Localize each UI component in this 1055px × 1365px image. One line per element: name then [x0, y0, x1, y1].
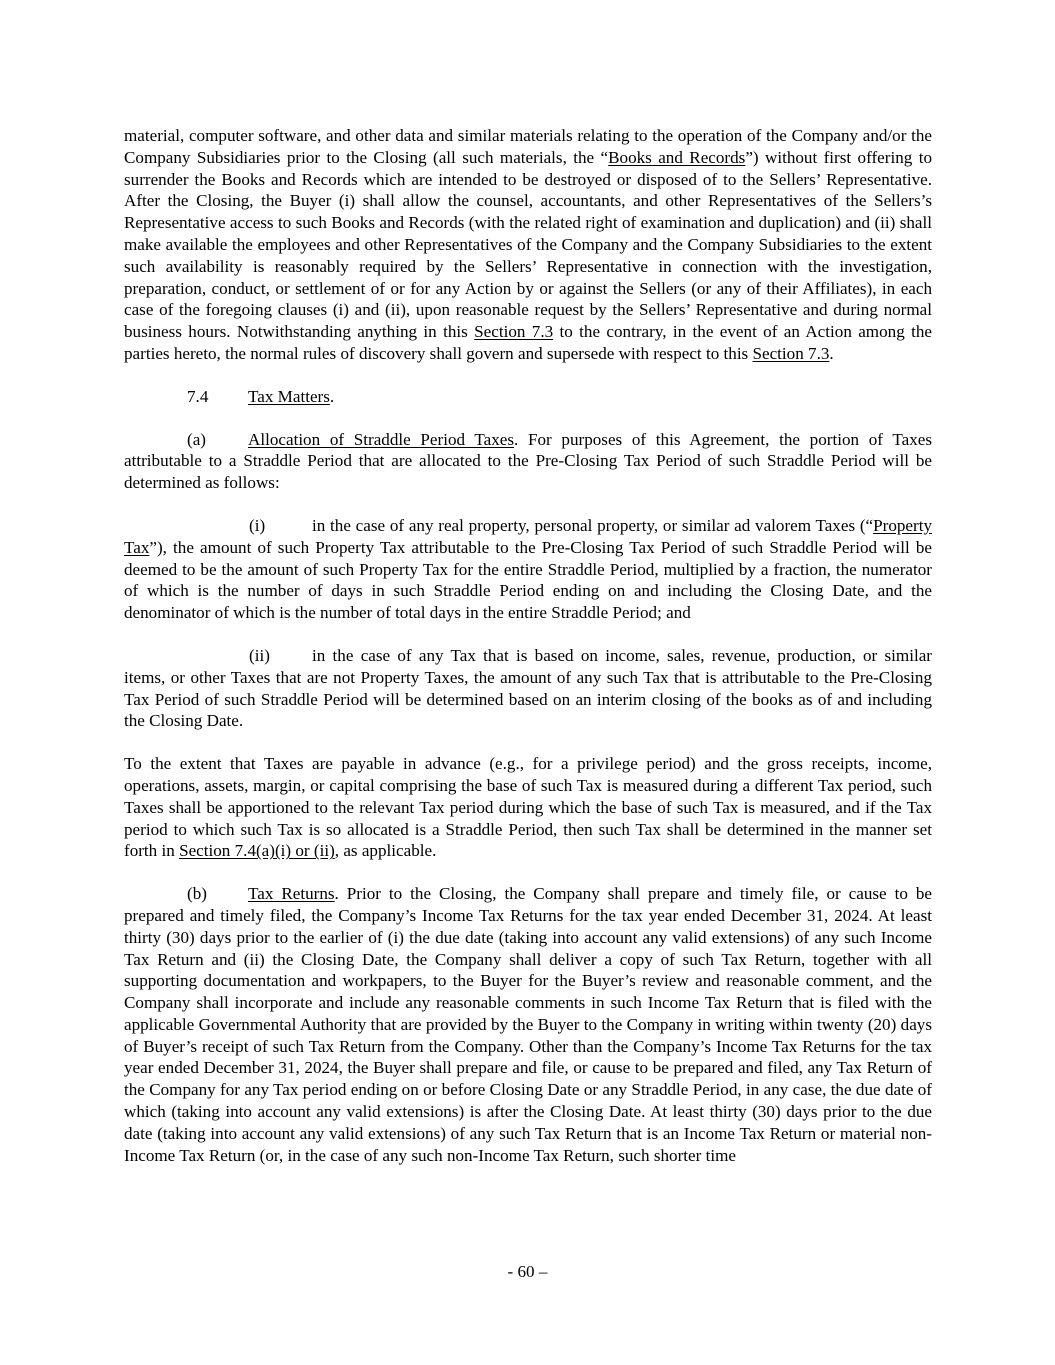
section-reference: Section 7.4(a)(i) or (ii)	[179, 841, 335, 861]
text-run: .	[829, 343, 834, 363]
page-number: - 60 –	[507, 1262, 548, 1281]
document-body	[124, 125, 932, 1166]
paragraph-a-allocation	[124, 429, 932, 494]
section-reference: Section 7.3	[474, 322, 554, 342]
text-run: .	[329, 386, 335, 406]
text-run: . For purposes of this Agreement, the portion of Taxes attributable to a Straddle Period that are allocated to the Pre-Closing Tax Period of such Straddle Period will be determined as follows:	[124, 429, 932, 493]
section-number: 7.4	[187, 386, 209, 406]
section-title: Tax Matters	[248, 386, 330, 406]
clause-label: (i)	[249, 515, 266, 535]
section-heading-7-4	[124, 386, 932, 408]
paragraph-ii-income-tax	[124, 645, 932, 732]
clause-label: (b)	[187, 884, 207, 904]
text-run: material, computer software, and other data and similar materials relating to the operation of the Company and/or the Company Subsidiaries prior to the Closing (all such materials, the “	[124, 126, 932, 167]
clause-title: Allocation of Straddle Period Taxes	[248, 429, 515, 449]
defined-term-books-and-records: Books and Records	[608, 147, 746, 167]
section-reference: Section 7.3	[752, 343, 830, 363]
text-run: . Prior to the Closing, the Company shall prepare and timely file, or cause to be prepared and timely filed, the Company’s Income Tax Returns for the tax year ended December 31, 2024. At least thirty (30) days prior to the earlier of (i) the due date (taking into account any valid extensions) of any such Income Tax Return and (ii) the Closing Date, the Company shall deliver a copy of such Tax Return, together with all supporting documentation and workpapers, to the Buyer for the Buyer’s review and reasonable comment, and the Company shall incorporate and include any reasonable comments in such Income Tax Return that is filed with the applicable Governmental Authority that are provided by the Buyer to the Company in writing within twenty (20) days of Buyer’s receipt of such Tax Return from the Company. Other than the Company’s Income Tax Returns for the tax year ended December 31, 2024, the Buyer shall prepare and file, or cause to be prepared and filed, any Tax Return of the Company for any Tax period ending on or before Closing Date or any Straddle Period, in any case, the due date of which (taking into account any valid extensions) is after the Closing Date. At least thirty (30) days prior to the due date (taking into account any valid extensions) of any such Tax Return that is an Income Tax Return or material non-Income Tax Return (or, in the case of any such non-Income Tax Return, such shorter time	[124, 884, 932, 1165]
clause-label: (ii)	[249, 645, 270, 665]
text-run: ”) without first offering to surrender the Books and Records which are intended to be destroyed or disposed of to the Sellers’ Representative. After the Closing, the Buyer (i) shall allow the counsel, accountants, and other Representatives of the Sellers’s Representative access to such Books and Records (with the related right of examination and duplication) and (ii) shall make available the employees and other Representatives of the Company and the Company Subsidiaries to the extent such availability is reasonably required by the Sellers’ Representative in connection with the investigation, preparation, conduct, or settlement of or for any Action by or against the Sellers (or any of their Affiliates), in each case of the foregoing clauses (i) and (ii), upon reasonable request by the Sellers’ Representative and during normal business hours. Notwithstanding anything in this	[124, 147, 932, 342]
text-run: in the case of any Tax that is based on income, sales, revenue, production, or similar items, or other Taxes that are not Property Taxes, the amount of any such Tax that is attributable to the Pre-Closing Tax Period of such Straddle Period will be determined based on an interim closing of the books as of and including the Closing Date.	[124, 645, 932, 731]
text-run: To the extent that Taxes are payable in advance (e.g., for a privilege period) and the gross receipts, income, operations, assets, margin, or capital comprising the base of such Tax is measured during a different Tax period, such Taxes shall be apportioned to the relevant Tax period during which the base of such Tax is measured, and if the Tax period to which such Tax is so allocated is a Straddle Period, then such Tax shall be determined in the manner set forth in	[124, 754, 932, 861]
clause-label: (a)	[187, 429, 206, 449]
clause-title: Tax Returns	[248, 884, 335, 904]
text-run: to the contrary, in the event of an Action among the parties hereto, the normal rules of discovery shall govern and supersede with respect to this	[124, 322, 932, 363]
paragraph-advance-taxes	[124, 753, 932, 862]
defined-term-property-tax: Property Tax	[124, 515, 932, 557]
paragraph-books-and-records	[124, 125, 932, 365]
paragraph-b-tax-returns	[124, 883, 932, 1166]
text-run: ”), the amount of such Property Tax attributable to the Pre-Closing Tax Period of such Straddle Period will be deemed to be the amount of such Property Tax for the entire Straddle Period, multiplied by a fraction, the numerator of which is the number of days in such Straddle Period ending on and including the Closing Date, and the denominator of which is the number of total days in the entire Straddle Period; and	[124, 537, 932, 623]
paragraph-i-property-tax	[124, 515, 932, 624]
text-run: , as applicable.	[334, 841, 437, 861]
text-run: in the case of any real property, personal property, or similar ad valorem Taxes (“	[312, 515, 874, 535]
